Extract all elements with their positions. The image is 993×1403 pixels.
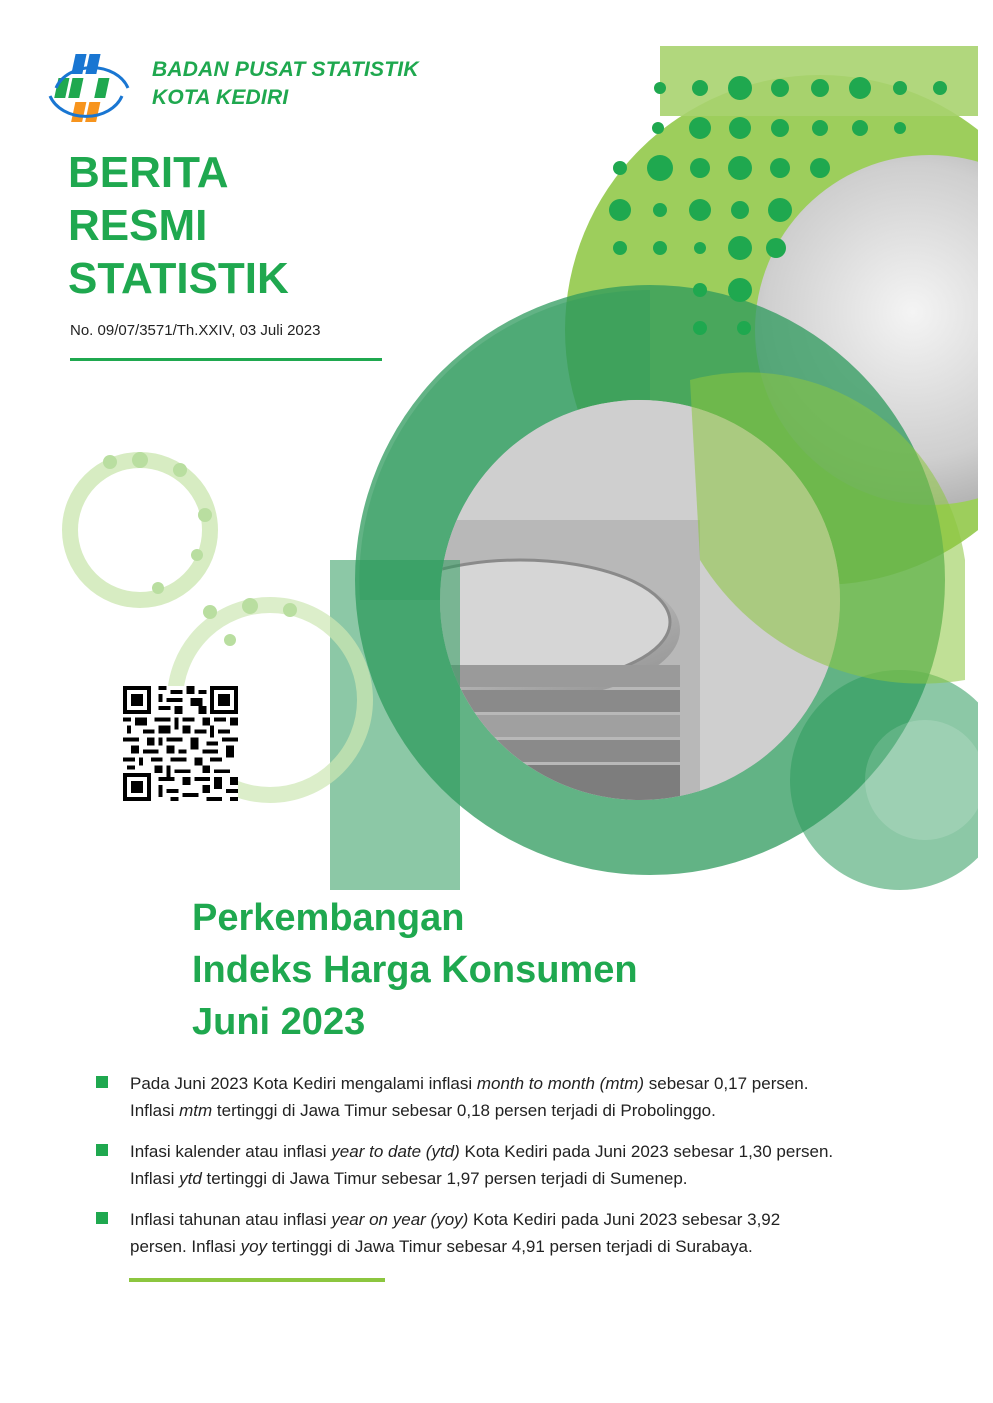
bullet-line: Inflasi mtm tertinggi di Jawa Timur sebesar 0,18 persen terjadi di Probolinggo.: [130, 1101, 716, 1120]
list-item: [96, 1070, 943, 1124]
report-title-line1: Perkembangan: [192, 897, 465, 939]
organization-name: [152, 56, 419, 112]
bullet-line: Inflasi tahunan atau inflasi year on year (yoy) Kota Kediri pada Juni 2023 sebesar 3,92: [130, 1210, 781, 1229]
bullet-line: Pada Juni 2023 Kota Kediri mengalami inflasi month to month (mtm) sebesar 0,17 persen.: [130, 1074, 809, 1093]
highlights-list: [96, 1070, 943, 1274]
publication-number: No. 09/07/3571/Th.XXIV, 03 Juli 2023: [70, 322, 321, 339]
bullet-square-icon: [96, 1076, 108, 1088]
report-title: [192, 892, 638, 1048]
bullet-square-icon: [96, 1144, 108, 1156]
bullet-line: persen. Inflasi yoy tertinggi di Jawa Timur sebesar 4,91 persen terjadi di Surabaya.: [130, 1237, 753, 1256]
report-title-line2: Indeks Harga Konsumen: [192, 949, 638, 991]
divider: [70, 358, 382, 361]
title-line2: RESMI: [68, 201, 208, 250]
bps-logo-icon: [44, 52, 132, 126]
qr-code-icon[interactable]: [123, 686, 238, 801]
org-name-line2: KOTA KEDIRI: [152, 86, 289, 109]
list-item: [96, 1138, 943, 1192]
bullet-square-icon: [96, 1212, 108, 1224]
list-item: [96, 1206, 943, 1260]
title-line1: BERITA: [68, 148, 229, 197]
footer-divider: [129, 1278, 385, 1282]
title-line3: STATISTIK: [68, 254, 289, 303]
org-name-line1: BADAN PUSAT STATISTIK: [152, 58, 419, 81]
report-title-line3: Juni 2023: [192, 1001, 366, 1043]
bullet-line: Infasi kalender atau inflasi year to date (ytd) Kota Kediri pada Juni 2023 sebesar 1,30 persen.: [130, 1142, 834, 1161]
bullet-line: Inflasi ytd tertinggi di Jawa Timur sebesar 1,97 persen terjadi di Sumenep.: [130, 1169, 688, 1188]
publication-title: [68, 146, 289, 305]
